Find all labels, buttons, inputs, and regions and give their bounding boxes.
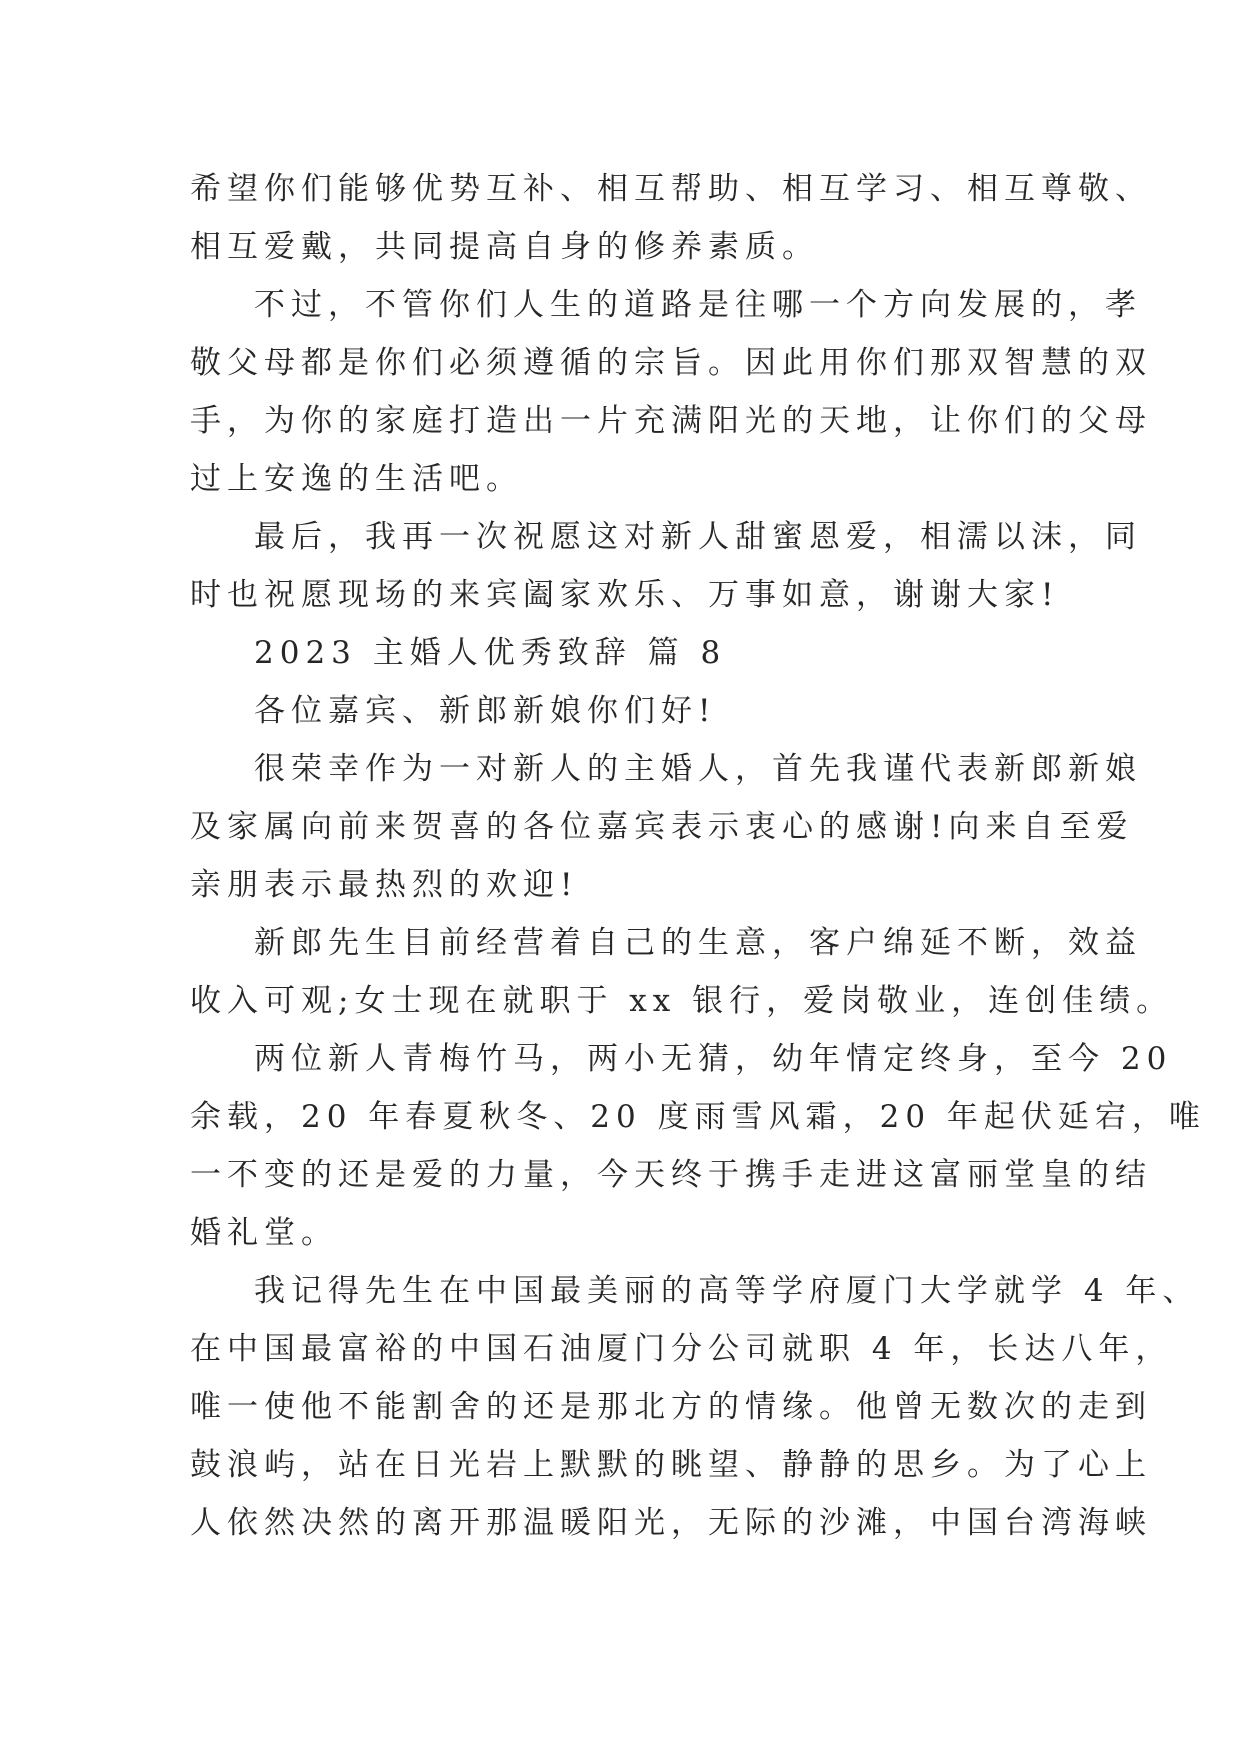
text-line: 相互爱戴，共同提高自身的修养素质。 <box>190 229 819 265</box>
document-body <box>190 160 1206 1552</box>
text-line: 时也祝愿现场的来宾阖家欢乐、万事如意，谢谢大家! <box>190 577 1060 613</box>
text-line: 鼓浪屿，站在日光岩上默默的眺望、静静的思乡。为了心上 <box>190 1447 1152 1483</box>
text-line: 人依然决然的离开那温暖阳光，无际的沙滩，中国台湾海峡 <box>190 1505 1152 1541</box>
text-line: 余载，20 年春夏秋冬、20 度雨雪风霜，20 年起伏延宕，唯 <box>190 1099 1206 1135</box>
text-line: 及家属向前来贺喜的各位嘉宾表示衷心的感谢!向来自至爱 <box>190 809 1134 845</box>
text-line: 希望你们能够优势互补、相互帮助、相互学习、相互尊敬、 <box>190 171 1152 207</box>
text-line: 最后，我再一次祝愿这对新人甜蜜恩爱，相濡以沫，同 <box>254 519 1142 555</box>
text-line: 唯一使他不能割舍的还是那北方的情缘。他曾无数次的走到 <box>190 1389 1152 1425</box>
text-line: 亲朋表示最热烈的欢迎! <box>190 867 579 903</box>
text-line: 一不变的还是爱的力量，今天终于携手走进这富丽堂皇的结 <box>190 1157 1152 1193</box>
text-line: 不过，不管你们人生的道路是往哪一个方向发展的，孝 <box>254 287 1142 323</box>
text-line: 很荣幸作为一对新人的主婚人，首先我谨代表新郎新娘 <box>254 751 1142 787</box>
text-line: 我记得先生在中国最美丽的高等学府厦门大学就学 4 年、 <box>254 1273 1200 1309</box>
text-line: 两位新人青梅竹马，两小无猜，幼年情定终身，至今 20 <box>254 1041 1173 1077</box>
text-line: 收入可观;女士现在就职于 xx 银行，爱岗敬业，连创佳绩。 <box>190 983 1174 1019</box>
text-line: 敬父母都是你们必须遵循的宗旨。因此用你们那双智慧的双 <box>190 345 1152 381</box>
text-line: 2023 主婚人优秀致辞 篇 8 <box>254 635 727 671</box>
text-line: 过上安逸的生活吧。 <box>190 461 523 497</box>
text-line: 各位嘉宾、新郎新娘你们好! <box>254 693 717 729</box>
text-line: 新郎先生目前经营着自己的生意，客户绵延不断，效益 <box>254 925 1142 961</box>
text-line: 婚礼堂。 <box>190 1215 338 1251</box>
text-line: 手，为你的家庭打造出一片充满阳光的天地，让你们的父母 <box>190 403 1152 439</box>
text-line: 在中国最富裕的中国石油厦门分公司就职 4 年，长达八年， <box>190 1331 1173 1367</box>
